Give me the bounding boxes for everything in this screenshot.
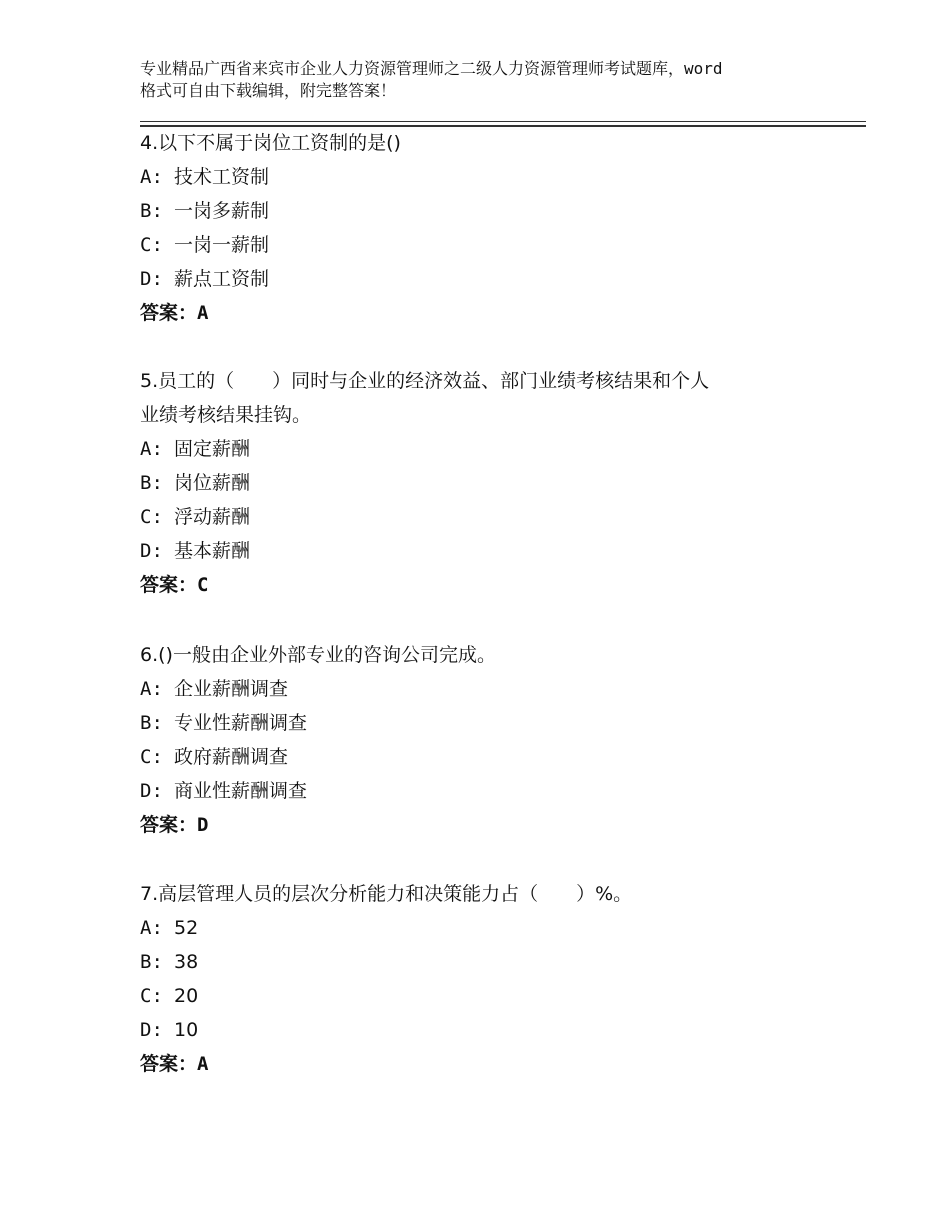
answer-value: A <box>197 302 209 324</box>
option-a <box>140 160 840 194</box>
option-text: 一岗一薪制 <box>174 234 270 256</box>
option-text: 商业性薪酬调查 <box>174 780 308 802</box>
option-letter: C: <box>140 506 163 528</box>
option-letter: C: <box>140 234 163 256</box>
question-stem: 4.以下不属于岗位工资制的是() <box>140 132 401 154</box>
option-text: 基本薪酬 <box>174 540 251 562</box>
option-a <box>140 911 840 945</box>
option-text: 岗位薪酬 <box>174 472 251 494</box>
answer-value: C <box>197 574 209 596</box>
question-stem: 6.()一般由企业外部专业的咨询公司完成。 <box>140 644 496 666</box>
option-b <box>140 194 840 228</box>
option-text: 38 <box>174 951 199 973</box>
option-c <box>140 228 840 262</box>
option-letter: D: <box>140 1019 163 1041</box>
answer-value: A <box>197 1053 209 1075</box>
option-text: 52 <box>174 917 199 939</box>
option-letter: A: <box>140 166 163 188</box>
option-b <box>140 466 840 500</box>
option-a <box>140 672 840 706</box>
question-block <box>140 126 840 330</box>
option-text: 固定薪酬 <box>174 438 251 460</box>
option-text: 技术工资制 <box>174 166 270 188</box>
option-text: 浮动薪酬 <box>174 506 251 528</box>
option-letter: A: <box>140 678 163 700</box>
option-c <box>140 740 840 774</box>
question-block <box>140 364 840 602</box>
answer-line <box>140 808 840 842</box>
option-text: 一岗多薪制 <box>174 200 270 222</box>
option-letter: D: <box>140 780 163 802</box>
question-stem: 7.高层管理人员的层次分析能力和决策能力占（ ）%。 <box>140 883 633 905</box>
question-stem-continued: 业绩考核结果挂钩。 <box>140 404 312 426</box>
option-d <box>140 774 840 808</box>
document-header <box>140 58 840 102</box>
option-text: 企业薪酬调查 <box>174 678 289 700</box>
header-divider <box>140 121 866 122</box>
answer-label: 答案： <box>140 302 198 324</box>
option-letter: B: <box>140 472 163 494</box>
answer-line <box>140 568 840 602</box>
answer-line <box>140 296 840 330</box>
option-b <box>140 945 840 979</box>
header-line-2: 格式可自由下载编辑，附完整答案！ <box>140 81 397 100</box>
answer-label: 答案： <box>140 814 198 836</box>
question-stem: 5.员工的（ ）同时与企业的经济效益、部门业绩考核结果和个人 <box>140 370 710 392</box>
header-line-1: 专业精品广西省来宾市企业人力资源管理师之二级人力资源管理师考试题库，word <box>140 59 723 78</box>
option-letter: C: <box>140 746 163 768</box>
answer-label: 答案： <box>140 1053 198 1075</box>
question-block <box>140 638 840 842</box>
option-d <box>140 534 840 568</box>
option-a <box>140 432 840 466</box>
question-block <box>140 877 840 1081</box>
option-letter: A: <box>140 438 163 460</box>
option-text: 薪点工资制 <box>174 268 270 290</box>
option-text: 专业性薪酬调查 <box>174 712 308 734</box>
option-letter: A: <box>140 917 163 939</box>
option-text: 政府薪酬调查 <box>174 746 289 768</box>
answer-line <box>140 1047 840 1081</box>
answer-value: D <box>197 814 209 836</box>
option-text: 20 <box>174 985 199 1007</box>
option-letter: C: <box>140 985 163 1007</box>
option-letter: B: <box>140 712 163 734</box>
answer-label: 答案： <box>140 574 198 596</box>
option-b <box>140 706 840 740</box>
option-text: 10 <box>174 1019 199 1041</box>
option-c <box>140 500 840 534</box>
option-letter: B: <box>140 951 163 973</box>
option-letter: B: <box>140 200 163 222</box>
option-letter: D: <box>140 540 163 562</box>
option-c <box>140 979 840 1013</box>
option-d <box>140 1013 840 1047</box>
option-d <box>140 262 840 296</box>
option-letter: D: <box>140 268 163 290</box>
